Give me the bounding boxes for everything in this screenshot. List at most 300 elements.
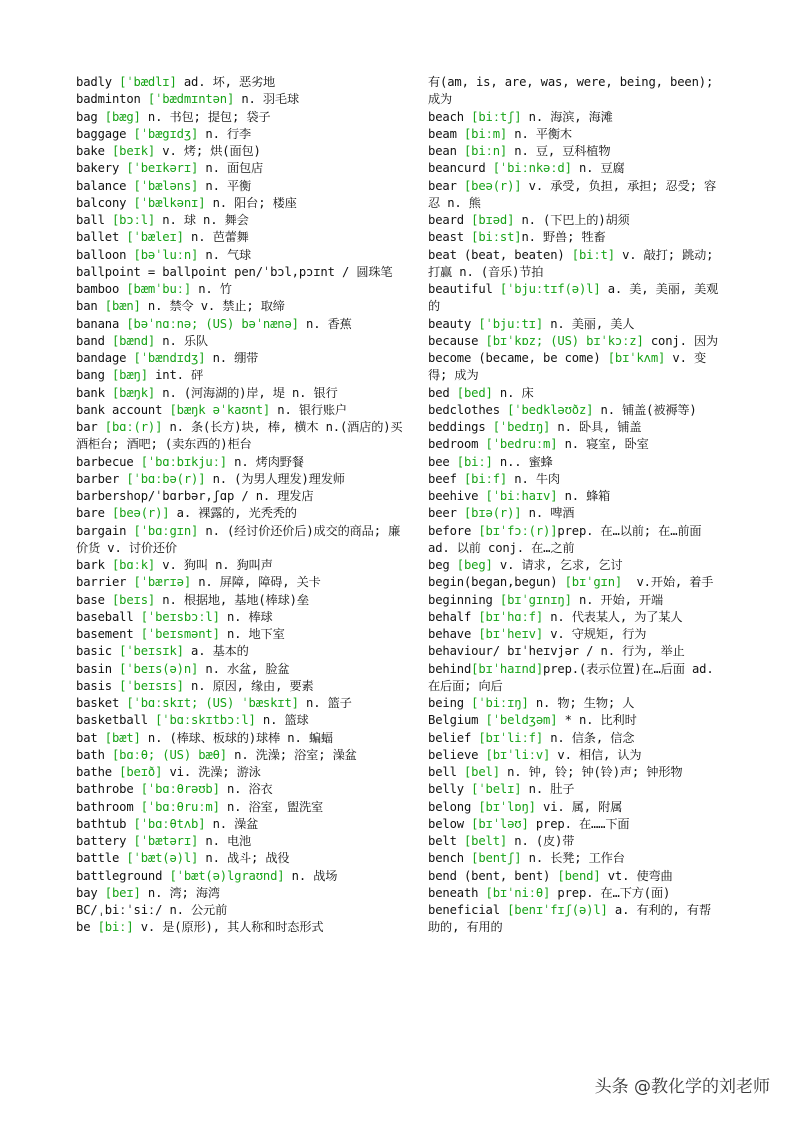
entry-phonetic: [beɪs] bbox=[111, 592, 156, 607]
entry-phonetic: [bɪə(r)] bbox=[463, 506, 522, 521]
entry-definition: n.. 蜜蜂 bbox=[492, 454, 553, 469]
vocab-entry bbox=[76, 661, 404, 678]
entry-phonetic: [ˈbjuːtɪ] bbox=[478, 316, 543, 331]
entry-phonetic: [ˈbærɪə] bbox=[133, 575, 191, 590]
entry-word: beddings bbox=[428, 420, 493, 434]
vocab-entry bbox=[76, 557, 404, 574]
vocab-entry bbox=[428, 868, 720, 885]
vocab-entry bbox=[76, 247, 404, 264]
entry-word: basin bbox=[76, 661, 120, 676]
entry-word: battleground bbox=[76, 868, 170, 883]
vocab-entry bbox=[428, 316, 720, 333]
entry-word: ball bbox=[76, 213, 112, 227]
entry-word: beginning bbox=[428, 592, 500, 607]
vocab-entry bbox=[76, 488, 404, 505]
entry-phonetic: [bɪˈniːθ] bbox=[485, 885, 551, 900]
entry-phonetic: [bend] bbox=[557, 868, 601, 883]
vocab-entry bbox=[76, 799, 404, 816]
entry-phonetic: [ˈbeɪsmənt] bbox=[140, 627, 220, 641]
vocab-entry bbox=[76, 419, 404, 454]
entry-definition: prep. 在…以前; 在…前面 ad. 以前 conj. 在…之前 bbox=[428, 523, 709, 555]
entry-word: battery bbox=[76, 834, 134, 848]
entry-phonetic: [ˈbeɪkərɪ] bbox=[126, 161, 199, 176]
entry-phonetic: [ˈbɑːθrəʊb] bbox=[140, 782, 220, 797]
entry-word: bathe bbox=[76, 765, 120, 779]
entry-phonetic: [bænd] bbox=[111, 333, 156, 348]
entry-phonetic: [ˈbedɪŋ] bbox=[492, 420, 551, 434]
entry-definition: n. 乐队 bbox=[155, 333, 208, 348]
entry-word: banana bbox=[76, 316, 127, 331]
entry-phonetic: [bɪəd] bbox=[471, 213, 515, 227]
entry-phonetic: [belt] bbox=[463, 834, 508, 848]
entry-definition: prep.(表示位置)在…后面 ad. 在后面; 向后 bbox=[428, 661, 721, 693]
entry-phonetic: [ˈbædlɪ] bbox=[119, 75, 177, 89]
entry-definition: a. 有利的, 有帮助的, 有用的 bbox=[428, 903, 711, 935]
vocab-entry bbox=[428, 333, 720, 350]
vocab-entry bbox=[428, 712, 720, 729]
entry-word: ballpoint = ballpoint pen/ˈbɔl,pɔɪnt / 圆珠笔 bbox=[76, 264, 393, 279]
entry-definition: conj. 因为 bbox=[643, 333, 719, 348]
entry-word: base bbox=[76, 592, 112, 607]
vocab-entry bbox=[428, 350, 720, 385]
entry-phonetic: [biːst] bbox=[471, 230, 522, 245]
entry-word: beg bbox=[428, 558, 457, 572]
entry-phonetic: [bæt] bbox=[104, 730, 141, 745]
entry-definition: n. 气球 bbox=[198, 247, 252, 262]
entry-definition: n. 啤酒 bbox=[521, 506, 575, 521]
entry-phonetic: [bɪˈgɪn] bbox=[564, 575, 623, 590]
entry-word: beer bbox=[428, 506, 464, 521]
entry-word: bathrobe bbox=[76, 782, 141, 797]
vocab-entry bbox=[428, 419, 720, 436]
entry-definition: v. 变得; 成为 bbox=[428, 351, 706, 383]
entry-definition: int. 砰 bbox=[147, 368, 204, 383]
vocab-entry bbox=[76, 195, 404, 212]
entry-phonetic: [ˈbeɪs(ə)n] bbox=[119, 661, 199, 676]
entry-definition: n. (河海湖的)岸, 堤 n. 银行 bbox=[155, 385, 338, 400]
entry-phonetic: [beɪ] bbox=[104, 885, 141, 900]
entry-phonetic: [bentʃ] bbox=[471, 851, 522, 866]
entry-phonetic: [bɪˈlɒŋ] bbox=[478, 799, 536, 814]
entry-word: behave bbox=[428, 627, 479, 641]
entry-definition: n. 书包; 提包; 袋子 bbox=[140, 109, 271, 124]
entry-phonetic: [ˈbɑːskɪtbɔːl] bbox=[155, 713, 256, 728]
entry-phonetic: [ˈbɑːgɪn] bbox=[133, 523, 199, 538]
entry-phonetic: [bæn] bbox=[104, 299, 141, 314]
entry-definition: n. 豆, 豆科植物 bbox=[507, 144, 611, 158]
entry-word: bathroom bbox=[76, 799, 141, 814]
vocab-entry bbox=[428, 781, 720, 798]
entry-word: bend (bent, bent) bbox=[428, 868, 558, 883]
entry-definition: n. 原因, 缘由, 要素 bbox=[183, 678, 314, 693]
entry-phonetic: [bɪˈhɑːf] bbox=[478, 609, 543, 624]
entry-phonetic: [bæŋk əˈkaʊnt] bbox=[169, 402, 271, 417]
entry-definition: n. 棒球 bbox=[219, 609, 273, 624]
vocab-entry bbox=[76, 678, 404, 695]
entry-phonetic: [bæŋk] bbox=[111, 385, 156, 400]
entry-definition: n. (棒球、板球的)球棒 n. 蝙蝠 bbox=[140, 730, 333, 745]
entry-word: badly bbox=[76, 75, 120, 89]
entry-word: bathtub bbox=[76, 816, 134, 831]
entry-word: balance bbox=[76, 178, 134, 193]
entry-word: belong bbox=[428, 799, 479, 814]
vocab-entry bbox=[76, 91, 404, 108]
vocab-entry bbox=[76, 298, 404, 315]
vocab-entry bbox=[428, 643, 720, 660]
entry-definition: v. 狗叫 n. 狗叫声 bbox=[155, 558, 273, 572]
entry-word: behaviour/ bɪˈheɪvjər / n. 行为, 举止 bbox=[428, 644, 685, 659]
entry-definition: v.开始, 着手 bbox=[622, 575, 714, 590]
entry-definition: n. 铺盖(被褥等) bbox=[593, 402, 697, 417]
entry-word: bakery bbox=[76, 161, 127, 176]
entry-phonetic: [ˈbændɪdʒ] bbox=[133, 351, 206, 365]
vocab-entry bbox=[76, 885, 404, 902]
entry-word: BC/ˌbiːˈsiː/ n. 公元前 bbox=[76, 903, 228, 917]
entry-word: belly bbox=[428, 782, 472, 797]
entry-word: bedclothes bbox=[428, 402, 508, 417]
entry-word: beneath bbox=[428, 885, 486, 900]
vocab-entry bbox=[76, 868, 404, 885]
entry-phonetic: [ˈbiːɪŋ] bbox=[471, 696, 529, 710]
vocab-entry bbox=[428, 592, 720, 609]
entry-word: bean bbox=[428, 144, 464, 158]
entry-phonetic: [ˈbɑːθruːm] bbox=[140, 799, 220, 814]
entry-word: 有(am, is, are, was, were, being, been); 成为 bbox=[428, 75, 721, 107]
entry-word: beehive bbox=[428, 489, 486, 503]
vocab-entry bbox=[76, 695, 404, 712]
entry-definition: n. 美丽, 美人 bbox=[543, 316, 635, 331]
entry-definition: n. 开始, 开端 bbox=[571, 592, 664, 607]
entry-definition: n. 禁令 v. 禁止; 取缔 bbox=[140, 299, 285, 314]
entry-definition: n. 面包店 bbox=[198, 161, 264, 176]
entry-word: belief bbox=[428, 730, 479, 745]
entry-word: battle bbox=[76, 851, 127, 866]
entry-phonetic: [bɪˈgɪnɪŋ] bbox=[499, 592, 572, 607]
entry-phonetic: [ˈbælkənɪ] bbox=[133, 195, 206, 210]
entry-phonetic: [biːt] bbox=[571, 247, 615, 262]
entry-definition: vi. 属, 附属 bbox=[535, 799, 623, 814]
entry-definition: n. 水盆, 脸盆 bbox=[198, 661, 290, 676]
vocab-entry bbox=[76, 143, 404, 160]
vocab-entry bbox=[428, 488, 720, 505]
vocab-entry bbox=[76, 402, 404, 419]
vocab-entry bbox=[428, 574, 720, 591]
vocab-entry bbox=[76, 609, 404, 626]
vocab-entry bbox=[76, 730, 404, 747]
vocab-entry bbox=[76, 126, 404, 143]
entry-word: ballet bbox=[76, 230, 127, 245]
entry-phonetic: [bæŋ] bbox=[111, 368, 148, 383]
watermark: 头条 @教化学的刘老师 bbox=[589, 1070, 776, 1099]
entry-definition: n. 阳台; 楼座 bbox=[205, 195, 297, 210]
entry-definition: n. 烤肉野餐 bbox=[226, 454, 304, 469]
entry-phonetic: [beg] bbox=[456, 558, 493, 572]
entry-definition: v. 是(原形), 其人称和时态形式 bbox=[133, 920, 324, 935]
entry-word: beautiful bbox=[428, 282, 500, 296]
entry-word: being bbox=[428, 696, 472, 710]
entry-phonetic: [bɪˈkʌm] bbox=[607, 351, 666, 365]
vocab-entry bbox=[76, 229, 404, 246]
entry-definition: n. 床 bbox=[492, 385, 534, 400]
entry-phonetic: [benɪˈfɪʃ(ə)l] bbox=[507, 903, 608, 917]
entry-word: basket bbox=[76, 696, 127, 710]
entry-phonetic: [ˈbɑːskɪt; (US) ˈbæskɪt] bbox=[126, 696, 299, 710]
vocab-entry bbox=[76, 264, 404, 281]
vocab-entry bbox=[76, 712, 404, 729]
vocab-entry bbox=[428, 505, 720, 522]
vocab-entry bbox=[76, 160, 404, 177]
entry-word: bake bbox=[76, 144, 112, 158]
entry-phonetic: [ˈbeɪsɪs] bbox=[119, 678, 184, 693]
entry-phonetic: [bæmˈbuː] bbox=[126, 282, 191, 296]
entry-definition: n. 战斗; 战役 bbox=[198, 851, 290, 866]
entry-phonetic: [bɪˈliːv] bbox=[485, 747, 551, 762]
entry-word: bank bbox=[76, 385, 112, 400]
vocab-entry bbox=[76, 592, 404, 609]
entry-phonetic: [ˈbjuːtɪf(ə)l] bbox=[499, 282, 601, 296]
entry-word: bag bbox=[76, 109, 105, 124]
entry-word: bark bbox=[76, 558, 112, 572]
vocab-entry bbox=[76, 764, 404, 781]
entry-definition: n. 洗澡; 浴室; 澡盆 bbox=[226, 747, 357, 762]
vocab-entry bbox=[428, 109, 720, 126]
vocab-entry bbox=[428, 816, 720, 833]
entry-word: beard bbox=[428, 213, 472, 227]
entry-definition: n. 卧具, 铺盖 bbox=[550, 420, 642, 434]
entry-definition: n. 澡盆 bbox=[205, 816, 259, 831]
vocab-entry bbox=[76, 816, 404, 833]
entry-definition: n. 绷带 bbox=[205, 351, 259, 365]
entry-definition: n. (经讨价还价后)成交的商品; 廉价货 v. 讨价还价 bbox=[76, 523, 401, 555]
entry-phonetic: [ˈbiːnkəːd] bbox=[492, 161, 572, 176]
vocab-entry bbox=[428, 747, 720, 764]
entry-phonetic: [bəˈnɑːnə; (US) bəˈnænə] bbox=[126, 316, 299, 331]
entry-word: bear bbox=[428, 178, 464, 193]
entry-word: beef bbox=[428, 471, 464, 486]
entry-phonetic: [ˈbɑːbə(r)] bbox=[126, 471, 206, 486]
entry-definition: a. 美, 美丽, 美观的 bbox=[428, 282, 719, 314]
vocab-entry bbox=[76, 574, 404, 591]
entry-phonetic: [bɪˈləʊ] bbox=[471, 816, 529, 831]
vocab-entry bbox=[428, 764, 720, 781]
entry-phonetic: [ˈbeldʒəm] bbox=[485, 713, 558, 728]
vocab-entry bbox=[428, 402, 720, 419]
entry-definition: n. 牛肉 bbox=[507, 471, 560, 486]
entry-phonetic: [ˈbedruːm] bbox=[485, 437, 558, 452]
entry-word: barbecue bbox=[76, 454, 141, 469]
entry-phonetic: [ˈbeɪsɪk] bbox=[119, 644, 184, 659]
vocab-entry bbox=[428, 229, 720, 246]
entry-phonetic: [biː] bbox=[456, 454, 493, 469]
entry-phonetic: [bɪˈliːf] bbox=[478, 730, 543, 745]
vocab-entry bbox=[76, 74, 404, 91]
entry-definition: n. 银行账户 bbox=[270, 402, 347, 417]
entry-definition: n. 篮子 bbox=[298, 696, 352, 710]
vocab-entry bbox=[76, 350, 404, 367]
entry-phonetic: [bɪˈheɪv] bbox=[478, 627, 543, 641]
entry-phonetic: [beə(r)] bbox=[463, 178, 522, 193]
entry-phonetic: [biː] bbox=[97, 920, 134, 935]
entry-definition: v. 相信, 认为 bbox=[550, 747, 642, 762]
entry-phonetic: [bɔːl] bbox=[111, 213, 156, 227]
vocab-entry bbox=[428, 143, 720, 160]
entry-definition: n. 香蕉 bbox=[298, 316, 352, 331]
vocab-entry bbox=[76, 333, 404, 350]
entry-definition: n. 肚子 bbox=[521, 782, 575, 797]
vocab-entry bbox=[428, 730, 720, 747]
entry-phonetic: [beə(r)] bbox=[111, 506, 170, 521]
entry-definition: prep. 在…下方(面) bbox=[550, 885, 671, 900]
entry-phonetic: [bɑːθ; (US) bæθ] bbox=[111, 747, 227, 762]
vocab-entry bbox=[428, 385, 720, 402]
entry-phonetic: [ˈbɑːθtʌb] bbox=[133, 816, 206, 831]
entry-phonetic: [ˈbædmɪntən] bbox=[147, 92, 235, 107]
entry-phonetic: [ˈbæt(ə)l] bbox=[126, 851, 199, 866]
entry-definition: n. 海滨, 海滩 bbox=[521, 109, 613, 124]
entry-word: barber bbox=[76, 471, 127, 486]
entry-word: because bbox=[428, 333, 486, 348]
entry-definition: a. 基本的 bbox=[183, 644, 249, 659]
vocab-entry bbox=[76, 316, 404, 333]
vocab-entry bbox=[428, 609, 720, 626]
vocab-entry bbox=[428, 471, 720, 488]
vocab-entry bbox=[76, 471, 404, 488]
entry-phonetic: [biːn] bbox=[463, 144, 508, 158]
entry-definition: v. 承受, 负担, 承担; 忍受; 容忍 n. 熊 bbox=[428, 178, 717, 210]
entry-word: bank account bbox=[76, 402, 170, 417]
entry-word: become (became, be come) bbox=[428, 351, 608, 365]
vocab-entry bbox=[428, 247, 720, 282]
vocab-entry bbox=[428, 850, 720, 867]
entry-definition: n. 野兽; 牲畜 bbox=[521, 230, 606, 245]
vocab-entry bbox=[428, 523, 720, 558]
vocab-entry bbox=[428, 436, 720, 453]
entry-definition: vi. 洗澡; 游泳 bbox=[162, 765, 261, 779]
entry-word: begin(began,begun) bbox=[428, 575, 565, 590]
entry-definition: n. 物; 生物; 人 bbox=[528, 696, 635, 710]
entry-phonetic: [ˈbedkləʊðz] bbox=[507, 402, 594, 417]
entry-word: bargain bbox=[76, 523, 134, 538]
entry-word: beast bbox=[428, 230, 472, 245]
entry-definition: n. 芭蕾舞 bbox=[183, 230, 249, 245]
vocab-entry bbox=[428, 178, 720, 213]
vocab-entry bbox=[76, 523, 404, 558]
entry-definition: n. 战场 bbox=[284, 868, 338, 883]
entry-phonetic: [bɪˈkɒz; (US) bɪˈkɔːz] bbox=[485, 333, 644, 348]
entry-word: basis bbox=[76, 678, 120, 693]
entry-word: bandage bbox=[76, 351, 134, 365]
entry-phonetic: [ˈbæleɪ] bbox=[126, 230, 184, 245]
vocab-entry bbox=[428, 160, 720, 177]
entry-definition: n. 球 n. 舞会 bbox=[155, 213, 249, 227]
entry-definition: n. 蜂箱 bbox=[557, 489, 611, 503]
entry-word: balloon bbox=[76, 247, 134, 262]
entry-definition: v. 请求, 乞求, 乞讨 bbox=[492, 558, 623, 572]
entry-definition: n. (皮)带 bbox=[507, 834, 575, 848]
entry-phonetic: [bel] bbox=[463, 765, 500, 779]
vocab-entry bbox=[428, 695, 720, 712]
vocab-entry bbox=[428, 74, 720, 109]
vocab-entry bbox=[76, 454, 404, 471]
entry-word: baseball bbox=[76, 609, 141, 624]
entry-phonetic: [bɑː(r)] bbox=[104, 420, 163, 434]
entry-word: behind bbox=[428, 661, 472, 676]
entry-word: beam bbox=[428, 126, 464, 141]
entry-definition: v. 守规矩, 行为 bbox=[543, 627, 647, 641]
entry-definition: prep. 在……下面 bbox=[528, 816, 630, 831]
vocab-entry bbox=[76, 919, 404, 936]
entry-phonetic: [ˈbeɪsbɔːl] bbox=[140, 609, 220, 624]
entry-word: basement bbox=[76, 627, 141, 641]
entry-word: balcony bbox=[76, 195, 134, 210]
entry-phonetic: [biːf] bbox=[463, 471, 508, 486]
entry-definition: v. 烤; 烘(面包) bbox=[155, 144, 261, 158]
right-column bbox=[428, 74, 720, 937]
entry-definition: n. 行李 bbox=[198, 126, 252, 141]
entry-definition: n. 钟, 铃; 钟(铃)声; 钟形物 bbox=[499, 765, 683, 779]
entry-definition: n. 地下室 bbox=[219, 627, 285, 641]
entry-definition: n. 寝室, 卧室 bbox=[557, 437, 649, 452]
entry-definition: n. 篮球 bbox=[255, 713, 309, 728]
entry-phonetic: [bɪˈfɔː(r)] bbox=[478, 523, 558, 538]
entry-word: beancurd bbox=[428, 161, 493, 176]
entry-phonetic: [bæg] bbox=[104, 109, 141, 124]
vocab-entry bbox=[428, 833, 720, 850]
entry-word: ban bbox=[76, 299, 105, 314]
entry-word: Belgium bbox=[428, 713, 486, 728]
vocab-entry bbox=[76, 626, 404, 643]
vocab-entry bbox=[76, 850, 404, 867]
vocab-entry bbox=[76, 109, 404, 126]
entry-word: bee bbox=[428, 454, 457, 469]
entry-word: bat bbox=[76, 730, 105, 745]
entry-word: bamboo bbox=[76, 282, 127, 296]
entry-phonetic: [bɪˈhaɪnd] bbox=[471, 661, 543, 676]
entry-phonetic: [beɪð] bbox=[119, 765, 163, 779]
entry-word: before bbox=[428, 523, 479, 538]
left-column bbox=[76, 74, 404, 937]
entry-definition: n. (下巴上的)胡须 bbox=[514, 213, 630, 227]
entry-definition: n. 条(长方)块, 棒, 横木 n.(酒店的)买酒柜台; 酒吧; (卖东西的)柜台 bbox=[76, 420, 403, 452]
entry-phonetic: [ˈbæt(ə)lgraʊnd] bbox=[169, 868, 285, 883]
entry-definition: n. 电池 bbox=[198, 834, 252, 848]
entry-definition: n. 湾; 海湾 bbox=[140, 885, 220, 900]
vocab-entry bbox=[428, 281, 720, 316]
vocab-entry bbox=[76, 833, 404, 850]
entry-word: beach bbox=[428, 109, 472, 124]
vocab-entry bbox=[76, 212, 404, 229]
entry-word: barrier bbox=[76, 575, 134, 590]
entry-word: belt bbox=[428, 834, 464, 848]
entry-word: bare bbox=[76, 506, 112, 521]
vocab-entry bbox=[428, 212, 720, 229]
vocab-entry bbox=[428, 661, 720, 696]
entry-word: basic bbox=[76, 644, 120, 659]
entry-definition: n. (为男人理发)理发师 bbox=[205, 471, 345, 486]
entry-word: bell bbox=[428, 765, 464, 779]
entry-definition: n. 平衡木 bbox=[507, 126, 572, 141]
vocab-entry bbox=[76, 367, 404, 384]
entry-definition: a. 裸露的, 光秃秃的 bbox=[169, 506, 297, 521]
entry-phonetic: [bed] bbox=[456, 385, 493, 400]
entry-phonetic: [biːtʃ] bbox=[471, 109, 522, 124]
entry-phonetic: [ˈbægɪdʒ] bbox=[133, 126, 199, 141]
entry-definition: n. 屏障, 障碍, 关卡 bbox=[191, 575, 321, 590]
entry-word: basketball bbox=[76, 713, 156, 728]
entry-word: below bbox=[428, 816, 472, 831]
entry-definition: n. 长凳; 工作台 bbox=[521, 851, 625, 866]
entry-phonetic: [ˈbelɪ] bbox=[471, 782, 522, 797]
